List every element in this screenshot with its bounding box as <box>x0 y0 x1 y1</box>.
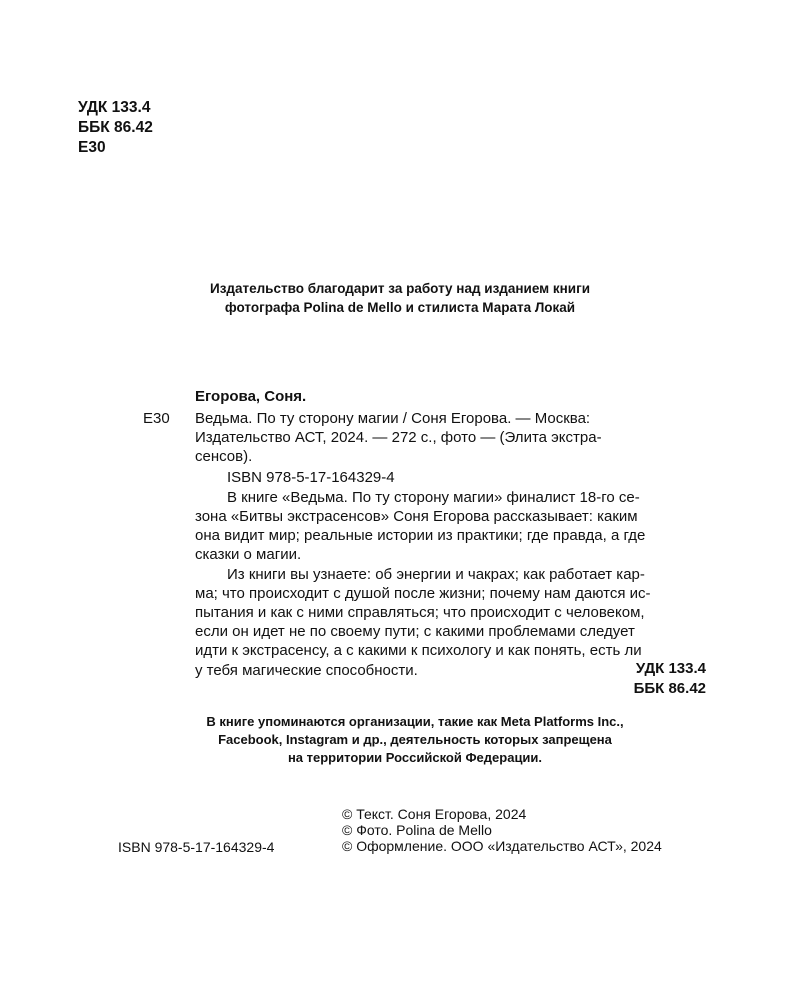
acknowledgement-line-2: фотографа Polina de Mello и стилиста Марата Локай <box>224 300 576 315</box>
classification-codes-top <box>78 98 153 158</box>
udk-code: УДК 133.4 <box>78 99 151 116</box>
bbk-code: ББК 86.42 <box>633 680 706 697</box>
annotation-line: В книге «Ведьма. По ту сторону магии» финалист 18-го се- <box>227 488 640 506</box>
acknowledgement <box>0 279 800 317</box>
title-line: сенсов). <box>195 448 253 466</box>
acknowledgement-line-1: Издательство благодарит за работу над изданием книги <box>209 281 591 296</box>
bibliographic-record <box>195 409 707 680</box>
legal-notice <box>0 713 800 767</box>
copyright-photo: © Фото. Polina de Mello <box>342 822 492 838</box>
isbn-bottom: ISBN 978-5-17-164329-4 <box>118 839 275 855</box>
notice-line-3: на территории Российской Федерации. <box>287 750 543 765</box>
notice-line-1: В книге упоминаются организации, такие как Meta Platforms Inc., <box>206 714 624 729</box>
title-line: Ведьма. По ту сторону магии / Соня Егорова. — Москва: <box>195 410 591 427</box>
classification-codes-right <box>560 659 706 699</box>
annotation-line: сказки о магии. <box>195 546 302 564</box>
annotation-line: если он идет не по своему пути; с какими проблемами следует <box>195 623 635 641</box>
annotation-line: ма; что происходит с душой после жизни; почему нам даются ис- <box>195 584 651 602</box>
copyright-block <box>342 806 662 854</box>
author-mark: Е30 <box>78 139 106 156</box>
annotation-line: идти к экстрасенсу, а с какими к психологу и как понять, есть ли <box>195 642 642 660</box>
author-heading: Егорова, Соня. <box>195 388 307 405</box>
copyright-text: © Текст. Соня Егорова, 2024 <box>342 806 527 822</box>
isbn-line: ISBN 978-5-17-164329-4 <box>227 468 395 486</box>
bbk-code: ББК 86.42 <box>78 119 153 136</box>
udk-code: УДК 133.4 <box>635 660 706 677</box>
annotation-line: пытания и как с ними справляться; что происходит с человеком, <box>195 604 645 622</box>
notice-line-2: Facebook, Instagram и др., деятельность которых запрещена <box>218 732 612 747</box>
bibliographic-author-mark: Е30 <box>143 410 170 427</box>
copyright-design: © Оформление. ООО «Издательство АСТ», 2024 <box>342 838 662 854</box>
annotation-line: у тебя магические способности. <box>195 661 418 679</box>
annotation-line: Из книги вы узнаете: об энергии и чакрах; как работает кар- <box>227 565 645 583</box>
annotation-line: она видит мир; реальные истории из практики; где правда, а где <box>195 527 646 545</box>
annotation-line: зона «Битвы экстрасенсов» Соня Егорова рассказывает: каким <box>195 508 638 526</box>
title-line: Издательство АСТ, 2024. — 272 с., фото — (Элита экстра- <box>195 429 602 447</box>
